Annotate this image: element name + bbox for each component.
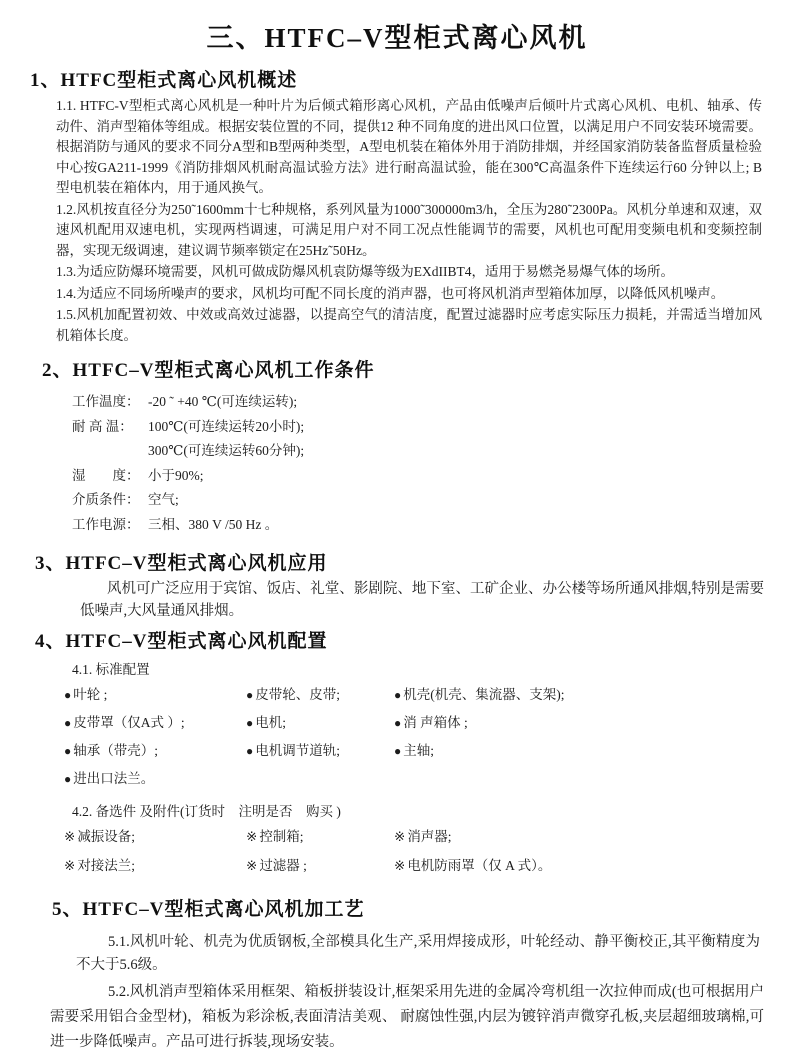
accessory-item — [64, 852, 246, 881]
config-item — [64, 765, 246, 793]
accessory-item — [394, 852, 764, 881]
condition-value: -20 ˜ +40 ℃(可连续运转); — [148, 394, 298, 409]
accessory-item-label: 电机防雨罩（仅 A 式）。 — [407, 857, 552, 873]
config-item — [394, 737, 764, 765]
bullet-icon: ● — [64, 772, 72, 786]
accessory-item — [64, 823, 246, 852]
bullet-icon: ● — [246, 688, 254, 702]
reference-mark-icon: ※ — [394, 857, 406, 873]
config-item — [64, 709, 246, 737]
para-1-5: 1.5.风机加配置初效、中效或高效过滤器，以提高空气的清洁度，配置过滤器时应考虑实际压力损耗，并需适当增加风机箱体长度。 — [56, 307, 762, 343]
accessory-item-label: 过滤器 ; — [259, 857, 307, 873]
condition-value: 空气; — [148, 492, 179, 507]
config-item-label: 皮带罩（仅A式 ）; — [73, 715, 185, 730]
config-row — [64, 709, 764, 737]
accessory-item — [246, 823, 394, 852]
config-item — [246, 681, 394, 709]
config-item-label: 消 声箱体 ; — [403, 715, 468, 730]
bullet-icon: ● — [394, 716, 402, 730]
bullet-icon: ● — [394, 744, 402, 758]
accessory-item-label: 控制箱; — [259, 829, 304, 844]
accessory-item-label: 减振设备; — [77, 829, 136, 844]
condition-label: 介质条件： — [72, 492, 140, 507]
config-item-label: 进出口法兰。 — [73, 771, 155, 786]
page-title: 三、HTFC–V型柜式离心风机 — [206, 23, 588, 53]
working-conditions-list — [72, 390, 764, 537]
accessory-row — [64, 852, 764, 881]
para-5-2: 5.2.风机消声型箱体采用框架、箱板拼装设计,框架采用先进的金属冷弯机组一次拉伸而成(也可根据用户需要采用铝合金型材)，箱板为彩涂板,表面清洁美观、 耐腐蚀性强,内层为镀锌消声微穿孔板,夹层超细玻璃棉,可进一步降低噪声。产品可进行拆装,现场安装。 — [50, 984, 764, 1050]
accessory-item-label: 对接法兰; — [77, 857, 136, 873]
config-row — [64, 765, 764, 793]
condition-label: 湿 度： — [72, 467, 140, 483]
condition-label: 耐 高 温： — [72, 418, 133, 434]
subsection-4-2-heading: 4.2. 备选件 及附件(订货时 注明是否 购买 ) — [72, 804, 341, 819]
reference-mark-icon: ※ — [64, 857, 76, 873]
accessory-item — [246, 852, 394, 881]
config-item — [394, 709, 764, 737]
standard-config-list — [30, 681, 764, 793]
reference-mark-icon: ※ — [246, 829, 258, 844]
config-item-label: 皮带轮、皮带; — [255, 687, 341, 702]
bullet-icon: ● — [64, 688, 72, 702]
bullet-icon: ● — [246, 716, 254, 730]
subsection-4-1-heading: 4.1. 标准配置 — [72, 662, 150, 677]
reference-mark-icon: ※ — [64, 829, 76, 844]
condition-label — [72, 439, 148, 464]
config-item — [64, 737, 246, 765]
accessory-item-label: 消声器; — [407, 829, 452, 844]
bullet-icon: ● — [64, 716, 72, 730]
reference-mark-icon: ※ — [246, 857, 258, 873]
config-item — [64, 681, 246, 709]
config-item-label: 轴承（带壳）; — [73, 743, 159, 758]
condition-value: 三相、380 V /50 Hz 。 — [148, 516, 279, 532]
section-3-heading: 3、HTFC–V型柜式离心风机应用 — [35, 553, 328, 574]
config-item-label: 机壳(机壳、集流器、支架); — [403, 687, 565, 702]
condition-value: 100℃(可连续运转20小时); — [148, 418, 305, 434]
condition-label: 工作温度： — [72, 394, 140, 409]
config-item-label: 叶轮 ; — [73, 687, 108, 702]
bullet-icon: ● — [246, 744, 254, 758]
para-1-4: 1.4.为适应不同场所噪声的要求，风机均可配不同长度的消声器，也可将风机消声型箱体加厚，以降低风机噪声。 — [56, 285, 725, 301]
config-item — [246, 709, 394, 737]
condition-value: 小于90%; — [148, 467, 204, 483]
config-item — [394, 681, 764, 709]
condition-row — [72, 488, 764, 513]
config-row — [64, 681, 764, 709]
condition-value: 300℃(可连续运转60分钟); — [148, 443, 305, 458]
reference-mark-icon: ※ — [394, 829, 406, 844]
bullet-icon: ● — [394, 688, 402, 702]
condition-row — [72, 439, 764, 464]
optional-accessories-list — [30, 823, 764, 880]
para-1-3: 1.3.为适应防爆环境需要，风机可做成防爆风机袁防爆等级为EXdIIBT4，适用于易燃尧易爆气体的场所。 — [56, 264, 674, 279]
condition-row — [72, 390, 764, 415]
config-item-label: 电机; — [255, 715, 287, 730]
config-item — [246, 737, 394, 765]
para-3: 风机可广泛应用于宾馆、饭店、礼堂、影剧院、地下室、工矿企业、办公楼等场所通风排烟,特别是需要低噪声,大风量通风排烟。 — [80, 581, 764, 619]
config-row — [64, 737, 764, 765]
para-1-2: 1.2.风机按直径分为250˜1600mm十七种规格，系列风量为1000˜300000m3/h，全压为280˜2300Pa。风机分单速和双速，双速风机配用双速电机，实现两档调速，可满足用户对不同工况点性能调节的需要，风机也可配用变频电机和变频控制器，实现无级调速，建议调节频率锁定在25Hz˜50Hz。 — [56, 201, 762, 258]
section-4-heading: 4、HTFC–V型柜式离心风机配置 — [35, 631, 328, 652]
condition-label: 工作电源： — [72, 516, 140, 532]
bullet-icon: ● — [64, 744, 72, 758]
condition-row — [72, 464, 764, 489]
section-2-heading: 2、HTFC–V型柜式离心风机工作条件 — [42, 360, 375, 381]
config-item-label: 电机调节道轨; — [255, 743, 341, 758]
condition-row — [72, 513, 764, 538]
config-item-label: 主轴; — [403, 743, 435, 758]
condition-row — [72, 415, 764, 440]
accessory-item — [394, 823, 764, 852]
para-1-1: 1.1. HTFC-V型柜式离心风机是一种叶片为后倾式箱形离心风机，产品由低噪声后倾叶片式离心风机、电机、轴承、传动件、消声型箱体等组成。根据安装位置的不同，提供12 种不同角度的进出风口位置，以满足用户不同安装环境需要。根据消防与通风的要求不同分A型和B型两种类型，A型电机装在箱体外用于消防排烟，并经国家消防装备监督质量检验中心按GA211-1999《消防排烟风机耐高温试验方法》进行耐高温试验，能在300℃高温条件下连续运行60 分钟以上; B 型电机装在箱体内，用于通风换气。 — [56, 98, 762, 195]
accessory-row — [64, 823, 764, 852]
para-5-1: 5.1.风机叶轮、机壳为优质钢板,全部模具化生产,采用焊接成形，叶轮经动、静平衡校正,其平衡精度为不大于5.6级。 — [76, 934, 760, 973]
section-1-heading: 1、HTFC型柜式离心风机概述 — [30, 70, 298, 91]
section-5-heading: 5、HTFC–V型柜式离心风机加工艺 — [52, 899, 365, 920]
